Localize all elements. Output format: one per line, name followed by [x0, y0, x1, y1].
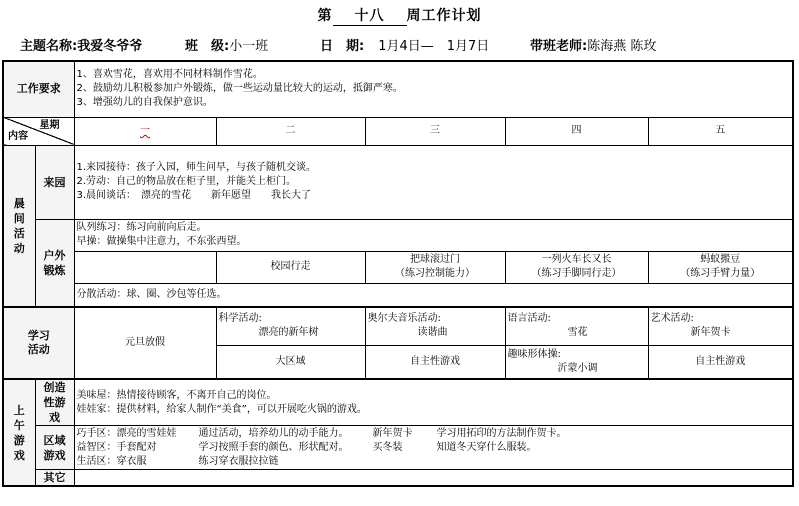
- work-requirements-row: [3, 61, 793, 117]
- area-game-col-area: [77, 427, 177, 469]
- area-name: 巧手区：漂亮的雪娃娃: [76, 427, 177, 439]
- day-5: 五: [648, 117, 793, 145]
- theme-label: 主题名称:: [20, 39, 78, 54]
- learning-wed-name: 读谐曲: [417, 327, 448, 339]
- requirement-item: 2、鼓励幼儿积极参加户外锻炼，做一些运动量比较大的运动，抵御严寒。: [76, 83, 403, 95]
- outdoor-label: [35, 219, 74, 307]
- other-row: [3, 470, 793, 487]
- learning-wed-type: 奥尔夫音乐活动:: [367, 313, 441, 325]
- arrival-label: [35, 145, 74, 219]
- learning-activity-label-text: 学习活动: [27, 329, 50, 356]
- creative-game-label-text: 创造性游戏: [43, 381, 66, 424]
- day-1: [74, 117, 216, 145]
- learning-thu: [505, 307, 648, 345]
- outdoor-activity-wed-note: （练习控制能力）: [395, 268, 475, 279]
- learning-row-top: [3, 307, 793, 345]
- work-requirements-label-text: 工作要求: [16, 82, 61, 96]
- arrival-row: [3, 145, 793, 219]
- requirement-item: 3、增强幼儿的自我保护意识。: [76, 97, 213, 109]
- date-field: [320, 35, 489, 54]
- date-label: 日 期:: [320, 39, 365, 54]
- learning-tue-type: 科学活动:: [218, 313, 262, 325]
- scattered-activity-row: [3, 283, 793, 307]
- class-field: [185, 35, 268, 54]
- outdoor-activity-thu-note: （练习手脚同行走）: [531, 268, 622, 279]
- area-name-2: 买冬装: [372, 441, 403, 453]
- learning-thu-2: [505, 345, 648, 379]
- learning-wed: [365, 307, 505, 345]
- area-name: 生活区：穿衣服: [76, 455, 147, 467]
- title-prefix: 第: [317, 8, 333, 24]
- theme-field: [20, 35, 142, 54]
- creative-game-item: 美味屋：热情接待顾客，不离开自己的岗位。: [76, 389, 277, 401]
- teacher-field: [530, 35, 656, 54]
- outdoor-activity-thu-name: 一列火车长又长: [541, 254, 612, 265]
- day-4: 四: [505, 117, 648, 145]
- outdoor-activity-fri-name: 蚂蚁搬豆: [700, 254, 741, 265]
- outdoor-activity-wed-name: 把球滚过门: [410, 254, 460, 265]
- outdoor-activity-thu: [505, 251, 648, 283]
- teacher-label: 带班老师:: [530, 39, 588, 54]
- day-1-text: 一: [140, 125, 150, 136]
- learning-fri-type: 艺术活动:: [650, 313, 694, 325]
- learning-thu-2-type: 趣味形体操:: [507, 348, 561, 360]
- requirement-item: 1、喜欢雪花，喜欢用不同材料制作雪花。: [76, 69, 263, 81]
- area-goal: 学习按照手套的颜色、形状配对。: [198, 441, 349, 453]
- area-goal: 通过活动，培养幼儿的动手能力。: [198, 427, 349, 439]
- learning-thu-name: 雪花: [567, 327, 588, 339]
- area-game-grid: [77, 427, 791, 469]
- outdoor-activity-tue-name: 校园行走: [270, 261, 311, 272]
- learning-wed-2: [365, 345, 505, 379]
- theme-value: 我爱冬爷爷: [77, 39, 143, 54]
- outdoor-label-text: 户外锻炼: [43, 248, 66, 277]
- page-title: [0, 5, 799, 26]
- learning-fri: [648, 307, 793, 345]
- morning-games-label: [3, 379, 35, 486]
- other-label-text: 其它: [43, 471, 66, 484]
- week-label: 星期: [39, 119, 60, 131]
- area-goal-2: 学习用拓印的方法制作贺卡。: [436, 427, 567, 439]
- day-2: 二: [216, 117, 365, 145]
- area-game-label: [35, 426, 74, 470]
- work-requirements-label: [3, 61, 74, 117]
- outdoor-activity-fri: [648, 251, 793, 283]
- area-game-col-area2: [373, 427, 413, 455]
- area-name-2: 新年贺卡: [372, 427, 413, 439]
- arrival-item: 1.来园接待：孩子入园，师生问早，与孩子随机交谈。: [76, 162, 317, 173]
- date-value: 1月4日— 1月7日: [378, 39, 490, 54]
- learning-tue-2-name: 大区域: [275, 355, 306, 367]
- outdoor-activities-row: [3, 251, 793, 283]
- content-label: 内容: [8, 130, 28, 142]
- outdoor-intro-row: [3, 219, 793, 251]
- learning-wed-2-name: 自主性游戏: [410, 355, 460, 367]
- creative-game-row: [3, 379, 793, 426]
- arrival-label-text: 来园: [43, 175, 66, 189]
- creative-game-label: [35, 379, 74, 426]
- arrival-item: 3.晨间谈话： 漂亮的雪花 新年愿望 我长大了: [76, 190, 312, 201]
- week-number: 十八: [333, 5, 407, 26]
- morning-activity-label-text: 晨间活动: [13, 196, 25, 255]
- work-requirements-content: [74, 61, 793, 117]
- area-game-row: [3, 426, 793, 470]
- corner-cell: [3, 117, 74, 145]
- learning-tue-name: 漂亮的新年树: [258, 327, 319, 339]
- other-label: [35, 470, 74, 487]
- outdoor-activity-wed: [365, 251, 505, 283]
- learning-thu-type: 语言活动:: [507, 313, 551, 325]
- learning-fri-2: [648, 345, 793, 379]
- learning-tue: [216, 307, 365, 345]
- learning-thu-2-name: 沂蒙小调: [557, 362, 598, 374]
- learning-fri-2-name: 自主性游戏: [695, 355, 746, 367]
- queue-practice: 队列练习：练习向前向后走。: [76, 222, 207, 233]
- area-goal: 练习穿衣服拉拉链: [198, 455, 279, 467]
- creative-game-item: 娃娃家：提供材料，给家人制作“美食”，可以开展吃火锅的游戏。: [76, 403, 367, 415]
- area-game-label-text: 区域游戏: [43, 433, 66, 462]
- class-value: 小一班: [229, 39, 269, 54]
- area-game-col-goal2: [437, 427, 567, 455]
- morning-exercise: 早操：做操集中注意力，不东张西望。: [76, 236, 247, 247]
- holiday-cell: 元旦放假: [74, 307, 216, 379]
- learning-fri-name: 新年贺卡: [690, 327, 731, 339]
- scattered-activity: 分散活动：球、圈、沙包等任选。: [74, 283, 793, 307]
- arrival-item: 2.劳动：自己的物品放在柜子里，并能关上柜门。: [76, 176, 297, 187]
- area-game-col-goal: [199, 427, 349, 469]
- day-3: 三: [365, 117, 505, 145]
- outdoor-intro: [74, 219, 793, 251]
- morning-activity-label: [3, 145, 35, 307]
- outdoor-activity-mon: [74, 251, 216, 283]
- teacher-value: 陈海燕 陈玫: [587, 39, 657, 54]
- class-label: 班 级:: [185, 39, 230, 54]
- learning-activity-label: [3, 307, 74, 379]
- weekly-plan-table: [2, 60, 794, 487]
- area-name: 益智区：手套配对: [76, 441, 157, 453]
- other-content: [74, 470, 793, 487]
- arrival-content: [74, 145, 793, 219]
- learning-tue-2: [216, 345, 365, 379]
- area-goal-2: 知道冬天穿什么服装。: [436, 441, 537, 453]
- outdoor-activity-tue: [216, 251, 365, 283]
- creative-game-content: [74, 379, 793, 426]
- outdoor-activity-fri-note: （练习手臂力量）: [680, 268, 761, 279]
- title-suffix: 周工作计划: [406, 8, 482, 24]
- area-game-content: [74, 426, 793, 470]
- morning-games-label-text: 上午游戏: [13, 403, 25, 462]
- days-row: [3, 117, 793, 145]
